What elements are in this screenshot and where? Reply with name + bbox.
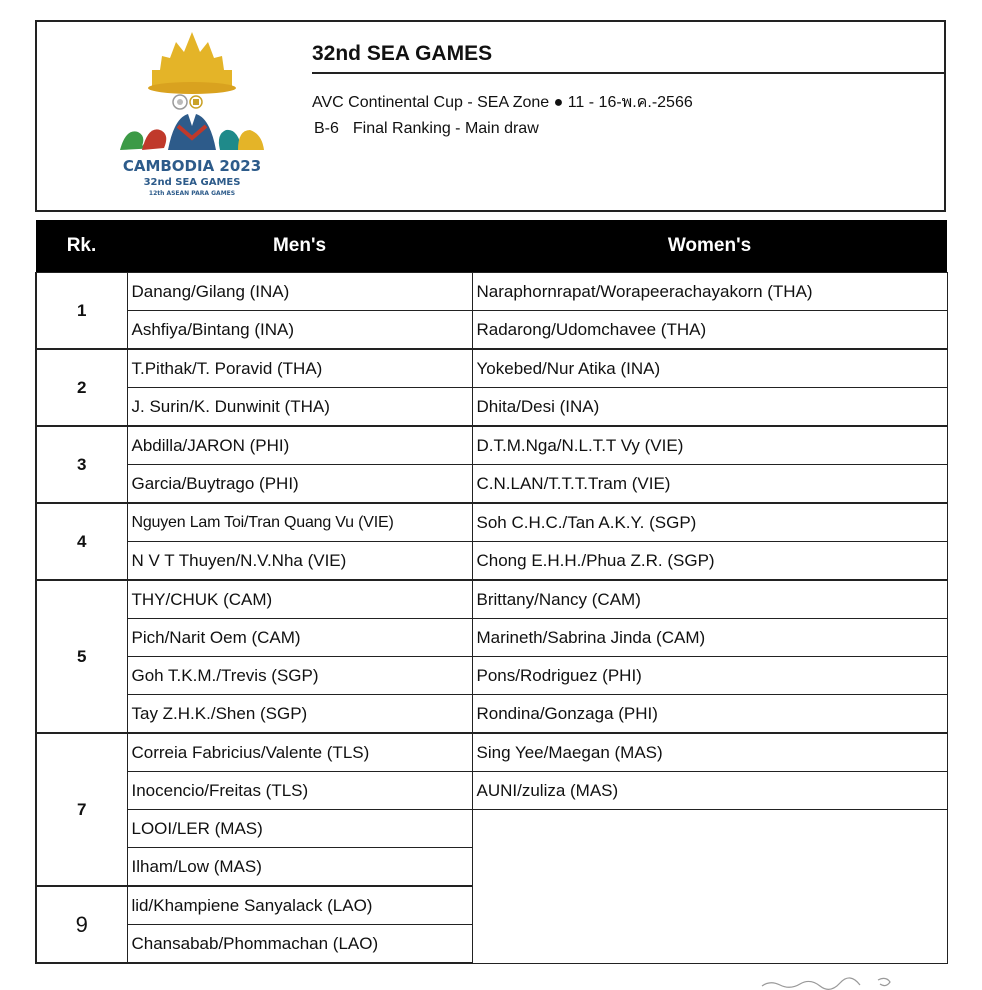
men-cell: THY/CHUK (CAM) xyxy=(127,580,472,619)
table-row xyxy=(36,772,947,810)
cambodia-2023-logo xyxy=(112,30,272,210)
women-cell: Brittany/Nancy (CAM) xyxy=(472,580,947,619)
women-cell: Marineth/Sabrina Jinda (CAM) xyxy=(472,619,947,657)
men-cell: Garcia/Buytrago (PHI) xyxy=(127,465,472,504)
signature-scribble-icon xyxy=(760,976,910,990)
rank-cell: 4 xyxy=(36,503,127,580)
table-row xyxy=(36,349,947,388)
table-row xyxy=(36,619,947,657)
logo-text-para-games: 12th ASEAN PARA GAMES xyxy=(148,190,236,197)
women-cell: Radarong/Udomchavee (THA) xyxy=(472,311,947,350)
women-cell: Pons/Rodriguez (PHI) xyxy=(472,657,947,695)
men-cell: T.Pithak/T. Poravid (THA) xyxy=(127,349,472,388)
logo-text-cambodia: CAMBODIA 2023 xyxy=(122,157,262,175)
document-code: B-6 xyxy=(314,120,339,137)
men-cell: Pich/Narit Oem (CAM) xyxy=(127,619,472,657)
table-row xyxy=(36,311,947,350)
header-box xyxy=(35,20,946,212)
rank-cell: 2 xyxy=(36,349,127,426)
women-cell: D.T.M.Nga/N.L.T.T Vy (VIE) xyxy=(472,426,947,465)
logo-emblem-icon xyxy=(112,30,272,158)
table-row xyxy=(36,388,947,427)
men-cell: lid/Khampiene Sanyalack (LAO) xyxy=(127,886,472,925)
men-cell: N V T Thuyen/N.V.Nha (VIE) xyxy=(127,542,472,581)
header-women: Women's xyxy=(472,220,947,273)
ranking-table xyxy=(35,220,948,964)
table-row xyxy=(36,695,947,734)
table-row xyxy=(36,465,947,504)
men-cell: Abdilla/JARON (PHI) xyxy=(127,426,472,465)
women-cell: Chong E.H.H./Phua Z.R. (SGP) xyxy=(472,542,947,581)
men-cell: J. Surin/K. Dunwinit (THA) xyxy=(127,388,472,427)
women-cell: Dhita/Desi (INA) xyxy=(472,388,947,427)
women-cell: Sing Yee/Maegan (MAS) xyxy=(472,733,947,772)
event-subtitle: AVC Continental Cup - SEA Zone ● 11 - 16-พ.ค.-2566 xyxy=(312,94,693,111)
header-rank: Rk. xyxy=(36,220,127,273)
document-title: 32nd SEA GAMES xyxy=(312,42,946,74)
men-cell: Correia Fabricius/Valente (TLS) xyxy=(127,733,472,772)
document-subtitle xyxy=(314,120,539,138)
men-cell: Goh T.K.M./Trevis (SGP) xyxy=(127,657,472,695)
women-empty-cell xyxy=(472,810,947,964)
men-cell: Nguyen Lam Toi/Tran Quang Vu (VIE) xyxy=(127,503,472,542)
women-cell: Naraphornrapat/Worapeerachayakorn (THA) xyxy=(472,273,947,311)
logo-text-sea-games: 32nd SEA GAMES xyxy=(143,177,241,188)
table-row xyxy=(36,733,947,772)
men-cell: Danang/Gilang (INA) xyxy=(127,273,472,311)
table-row xyxy=(36,810,947,848)
rank-cell: 1 xyxy=(36,273,127,350)
table-header-row xyxy=(36,220,947,273)
women-cell: Rondina/Gonzaga (PHI) xyxy=(472,695,947,734)
men-cell: LOOI/LER (MAS) xyxy=(127,810,472,848)
women-cell: AUNI/zuliza (MAS) xyxy=(472,772,947,810)
table-row xyxy=(36,503,947,542)
table-row xyxy=(36,273,947,311)
men-cell: Ashfiya/Bintang (INA) xyxy=(127,311,472,350)
rank-cell: 9 xyxy=(36,886,127,963)
women-cell: Yokebed/Nur Atika (INA) xyxy=(472,349,947,388)
men-cell: Tay Z.H.K./Shen (SGP) xyxy=(127,695,472,734)
table-row xyxy=(36,426,947,465)
document-name: Final Ranking - Main draw xyxy=(352,120,539,137)
table-row xyxy=(36,542,947,581)
men-cell: Inocencio/Freitas (TLS) xyxy=(127,772,472,810)
rank-cell: 5 xyxy=(36,580,127,733)
rank-cell: 3 xyxy=(36,426,127,503)
men-cell: Ilham/Low (MAS) xyxy=(127,848,472,887)
rank-cell: 7 xyxy=(36,733,127,886)
men-cell: Chansabab/Phommachan (LAO) xyxy=(127,925,472,964)
women-cell: C.N.LAN/T.T.T.Tram (VIE) xyxy=(472,465,947,504)
table-row xyxy=(36,580,947,619)
table-row xyxy=(36,657,947,695)
women-cell: Soh C.H.C./Tan A.K.Y. (SGP) xyxy=(472,503,947,542)
header-men: Men's xyxy=(127,220,472,273)
